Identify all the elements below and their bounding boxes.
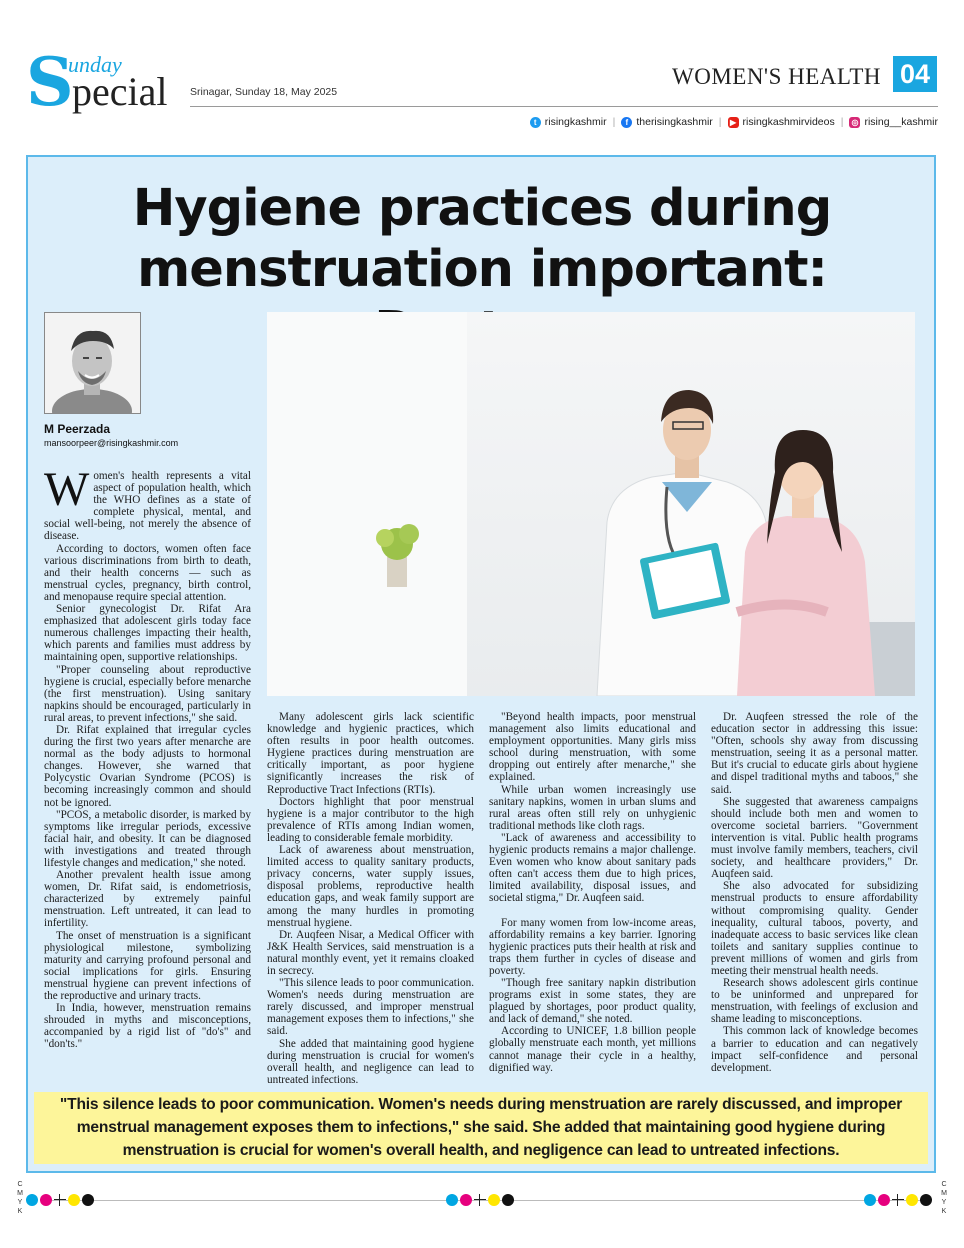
author-name: M Peerzada — [44, 422, 111, 436]
article-paragraph: While urban women increasingly use sanitary napkins, women in urban slums and rural areas often still rely on unhygienic traditional methods like cloth rags. — [489, 783, 696, 832]
article-column-3 — [489, 711, 696, 1074]
article-paragraph: Doctors highlight that poor menstrual hygiene is a major contributor to the high prevalence of RTIs among Indian women, leading to considerable female morbidity. — [267, 795, 474, 844]
social-separator: | — [612, 116, 616, 128]
headline-line-1: Hygiene practices during — [132, 179, 832, 238]
article-paragraph: "Though free sanitary napkin distribution programs exist in some states, they are plagued by shortages, poor product quality, and lack of demand," she noted. — [489, 976, 696, 1026]
article-paragraph: She suggested that awareness campaigns should include both men and women to overcome societal barriers. "Government intervention is vital. Public health programs must involve family members, teachers, civil society, and healthcare providers," Dr. Auqfeen said. — [711, 795, 918, 881]
article-column-4 — [711, 711, 918, 1074]
cmyk-letter: Y — [941, 1199, 947, 1206]
cmyk-letter: K — [941, 1208, 947, 1215]
article-paragraph: Many adolescent girls lack scientific knowledge and hygienic practices, which often results in poor health outcomes. Hygiene practices during menstruation are critically important, as poor hygiene significantly increases the risk of Reproductive Tract Infections (RTIs). — [267, 711, 474, 796]
social-facebook[interactable] — [621, 116, 712, 128]
cmyk-letter: C — [17, 1181, 23, 1188]
social-separator: | — [840, 116, 844, 128]
social-label: risingkashmir — [544, 116, 607, 128]
cmyk-letter: C — [941, 1181, 947, 1188]
pull-quote-text: "This silence leads to poor communication. Women's needs during menstruation are rarely discussed, and improper menstrual management exposes them to infections," she said. She added that maintaining good hygiene during menstruation is crucial for women's overall health, and negligence can lead to untreated infections. — [59, 1096, 903, 1159]
registration-marks-center — [446, 1194, 514, 1206]
article-column-1 — [44, 463, 251, 1051]
social-instagram[interactable] — [849, 116, 938, 128]
article-paragraph: Research shows adolescent girls continue to be uninformed and unprepared for menstruation, with feelings of exclusion and shame leading to misconceptions. — [711, 977, 918, 1026]
cmyk-letter: K — [17, 1208, 23, 1215]
logo-letter-s: S — [26, 43, 74, 121]
cmyk-letter: M — [17, 1190, 23, 1197]
social-label: risingkashmirvideos — [742, 116, 835, 128]
article-paragraph: According to UNICEF, 1.8 billion people globally menstruate each month, yet millions cannot manage their cycle in a healthy, dignified way. — [489, 1025, 696, 1074]
cyan-dot — [446, 1194, 458, 1206]
article-paragraph: According to doctors, women often face various discriminations from birth to death, and their health concerns — such as menstrual cycles, pregnancy, birth control, and menopause require special attention. — [44, 542, 251, 603]
cyan-dot — [26, 1194, 38, 1206]
article-paragraph: Another prevalent health issue among women, Dr. Rifat said, is endometriosis, characterized by extremely painful menstruation. Left untreated, it can lead to infertility. — [44, 869, 251, 930]
magenta-dot — [40, 1194, 52, 1206]
header-divider — [190, 106, 938, 107]
section-title: WOMEN'S HEALTH — [672, 64, 881, 89]
article-paragraph — [44, 463, 251, 543]
yellow-dot — [906, 1194, 918, 1206]
headline-line-2: menstruation important: — [137, 240, 827, 299]
article-paragraph: "Lack of awareness and accessibility to hygienic products remains a major challenge. Even women who know about sanitary pads often can't access them due to high prices, limited availability, disposal issues, and societal stigma," Dr. Auqfeen said. — [489, 831, 696, 905]
magenta-dot — [460, 1194, 472, 1206]
article-paragraph: The onset of menstruation is a significant physiological milestone, symbolizing maturity and carrying profound personal and social implications for girls. Ensuring menstrual hygiene can prevent infections of the reproductive and urinary tracts. — [44, 929, 251, 1003]
article-paragraph: Dr. Auqfeen stressed the role of the education sector in addressing this issue: "Often, schools shy away from discussing menstruation, seeing it as a personal matter. But it's crucial to educate girls about hygiene and dispel traditional myths and taboos," she said. — [711, 711, 918, 796]
black-dot — [82, 1194, 94, 1206]
registration-cross — [54, 1194, 66, 1206]
drop-cap: W — [44, 463, 90, 516]
author-photo — [44, 312, 141, 414]
article-paragraph: "Beyond health impacts, poor menstrual management also limits educational and employment opportunities. Many girls miss school during menstruation, with some dropping out entirely after menarche," she explained. — [489, 711, 696, 784]
social-label: rising__kashmir — [864, 116, 938, 128]
instagram-icon: ◎ — [849, 117, 860, 128]
doctor-patient-photo — [267, 312, 915, 696]
page-number: 04 — [893, 56, 937, 92]
article-paragraph: In India, however, menstruation remains shrouded in myths and misconceptions, accompanied by a rigid list of "do's" and "don'ts." — [44, 1002, 251, 1051]
social-bar — [530, 116, 938, 128]
article-paragraph: She added that maintaining good hygiene during menstruation is crucial for women's overall health, and negligence can lead to untreated infections. — [267, 1037, 474, 1086]
registration-marks-right — [864, 1194, 932, 1206]
social-twitter[interactable] — [530, 116, 607, 128]
article-paragraph: Senior gynecologist Dr. Rifat Ara emphasized that adolescent girls today face numerous challenges impacting their health, which parents and families must address by maintaining open, supportive relationships. — [44, 603, 251, 664]
cmyk-letter: Y — [17, 1199, 23, 1206]
twitter-icon: t — [530, 117, 541, 128]
cmyk-strip-right — [940, 1180, 948, 1216]
article-paragraph: This common lack of knowledge becomes a barrier to education and can negatively impact self-confidence and personal development. — [711, 1025, 918, 1074]
logo-pecial: pecial — [72, 69, 168, 114]
sunday-special-logo — [26, 43, 186, 121]
article-paragraph: "Proper counseling about reproductive hygiene is crucial, especially before menarche (the first menstruation). Using sanitary napkins should be encouraged, particularly in rural areas, to prevent infections," she said. — [44, 663, 251, 724]
social-separator: | — [718, 116, 722, 128]
registration-marks-left — [26, 1194, 94, 1206]
cyan-dot — [864, 1194, 876, 1206]
article-column-2 — [267, 711, 474, 1086]
paragraph-text: omen's health represents a vital aspect of population health, which the WHO defines as a state of complete physical, mental, and social well-being, not merely the absence of disease. — [44, 470, 251, 543]
article-paragraph: "This silence leads to poor communication. Women's needs during menstruation are rarely discussed, and improper menstrual management exposes them to infections," she said. — [267, 977, 474, 1038]
article-paragraph: Lack of awareness about menstruation, limited access to quality sanitary products, privacy concerns, water supply issues, disposal problems, reproductive health education gaps, and weak family support are among the many hurdles in promoting menstrual hygiene. — [267, 844, 474, 929]
article-paragraph: "PCOS, a metabolic disorder, is marked by symptoms like irregular periods, excessive facial hair, and obesity. It can be diagnosed with investigations and treated through lifestyle changes and medication," she noted. — [44, 808, 251, 869]
yellow-dot — [68, 1194, 80, 1206]
article-paragraph: Dr. Auqfeen Nisar, a Medical Officer with J&K Health Services, said menstruation is a natural monthly event, yet it remains cloaked in secrecy. — [267, 928, 474, 977]
article-paragraph: For many women from low-income areas, affordability remains a key barrier. Ignoring hygienic practices puts their health at risk and traps them further in cycles of disease and poverty. — [489, 916, 696, 977]
logo-unday: unday — [68, 52, 122, 77]
social-youtube[interactable] — [728, 116, 835, 128]
black-dot — [920, 1194, 932, 1206]
black-dot — [502, 1194, 514, 1206]
facebook-icon: f — [621, 117, 632, 128]
article-paragraph: Dr. Rifat explained that irregular cycles during the first two years after menarche are normal as the body adjusts to hormonal changes. However, she warned that Polycystic Ovarian Syndrome (PCOS) is becoming increasingly common and should not be ignored. — [44, 723, 251, 809]
article-paragraph: She also advocated for subsidizing menstrual products to ensure affordability without compromising quality. Gender inequality, cultural taboos, poverty, and inadequate access to basic services like clean toilets and sanitary supplies continue to prevent millions of women and girls from meeting their menstrual health needs. — [711, 880, 918, 977]
cmyk-letter: M — [941, 1190, 947, 1197]
youtube-icon: ▶ — [728, 117, 739, 128]
dateline: Srinagar, Sunday 18, May 2025 — [190, 86, 338, 98]
registration-cross — [474, 1194, 486, 1206]
registration-cross — [892, 1194, 904, 1206]
magenta-dot — [878, 1194, 890, 1206]
yellow-dot — [488, 1194, 500, 1206]
cmyk-strip-left — [16, 1180, 24, 1216]
author-email[interactable]: mansoorpeer@risingkashmir.com — [44, 438, 179, 448]
social-label: therisingkashmir — [636, 116, 713, 128]
